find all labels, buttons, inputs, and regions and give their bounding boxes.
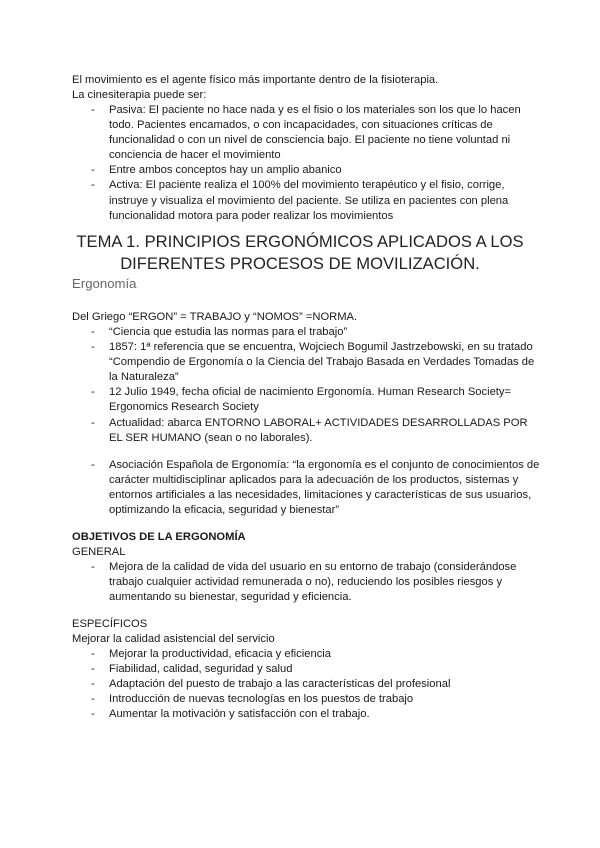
objetivos-heading: OBJETIVOS DE LA ERGONOMÍA <box>72 531 246 543</box>
list-item: - 1857: 1ª referencia que se encuentra, Wojciech Bogumil Jastrzebowski, en su tratado “Compendio de Ergonomía o la Ciencia del Trabajo Basada en Verdades Tomadas de la Naturaleza” <box>72 340 542 385</box>
list-item: - Actualidad: abarca ENTORNO LABORAL+ ACTIVIDADES DESARROLLADAS POR EL SER HUMANO (sean o no laborales). <box>72 416 542 446</box>
especificos-label: ESPECÍFICOS <box>72 618 148 630</box>
general-label: GENERAL <box>72 546 126 558</box>
list-item: - Activa: El paciente realiza el 100% del movimiento terapéutico y el fisio, corrige, instruye y visualiza el movimiento del paciente. Se utiliza en pacientes con plena funcionalidad motora para poder realizar los movimientos <box>72 178 542 223</box>
list-item: - Adaptación del puesto de trabajo a las características del profesional <box>72 677 542 692</box>
page-title: TEMA 1. PRINCIPIOS ERGONÓMICOS APLICADOS A LOS DIFERENTES PROCESOS DE MOVILIZACIÓN. <box>76 232 524 273</box>
list-item: - Mejorar la productividad, eficacia y eficiencia <box>72 647 542 662</box>
cinesiterapia-list <box>72 103 542 224</box>
list-item: - Asociación Española de Ergonomía: “la ergonomía es el conjunto de conocimientos de carácter multidisciplinar aplicados para la adecuación de los productos, sistemas y entornos artificiales a las necesidades, limitaciones y características de sus usuarios, optimizando la eficacia, seguridad y bienestar” <box>72 458 542 518</box>
section-subtitle: Ergonomía <box>72 276 137 291</box>
list-item: - Pasiva: El paciente no hace nada y es el fisio o los materiales son los que lo hacen todo. Pacientes encamados, o con incapacidades, con situaciones críticas de funcionalidad o con un nivel de consciencia bajo. El paciente no tiene voluntad ni conciencia de hacer el movimiento <box>72 103 542 163</box>
intro-line-1: El movimiento es el agente físico más importante dentro de la fisioterapia. <box>72 74 439 86</box>
general-list <box>72 560 542 605</box>
especificos-list <box>72 647 542 722</box>
ergonomia-origin: Del Griego “ERGON” = TRABAJO y “NOMOS” =NORMA. <box>72 311 358 323</box>
especificos-intro: Mejorar la calidad asistencial del servicio <box>72 633 275 645</box>
list-item: - Mejora de la calidad de vida del usuario en su entorno de trabajo (considerándose trabajo cualquier actividad remunerada o no), reduciendo los posibles riesgos y aumentando su bienestar, seguridad y eficiencia. <box>72 560 542 605</box>
ergonomia-definition-list <box>72 458 542 518</box>
intro-line-2: La cinesiterapia puede ser: <box>72 89 207 101</box>
list-item: - Aumentar la motivación y satisfacción con el trabajo. <box>72 707 542 722</box>
list-item: - Fiabilidad, calidad, seguridad y salud <box>72 662 542 677</box>
list-item: - 12 Julio 1949, fecha oficial de nacimiento Ergonomía. Human Research Society= Ergonomics Research Society <box>72 385 542 415</box>
ergonomia-list <box>72 325 542 446</box>
list-item: - Introducción de nuevas tecnologías en los puestos de trabajo <box>72 692 542 707</box>
list-item: - “Ciencia que estudia las normas para el trabajo” <box>72 325 542 340</box>
list-item: - Entre ambos conceptos hay un amplio abanico <box>72 163 542 178</box>
